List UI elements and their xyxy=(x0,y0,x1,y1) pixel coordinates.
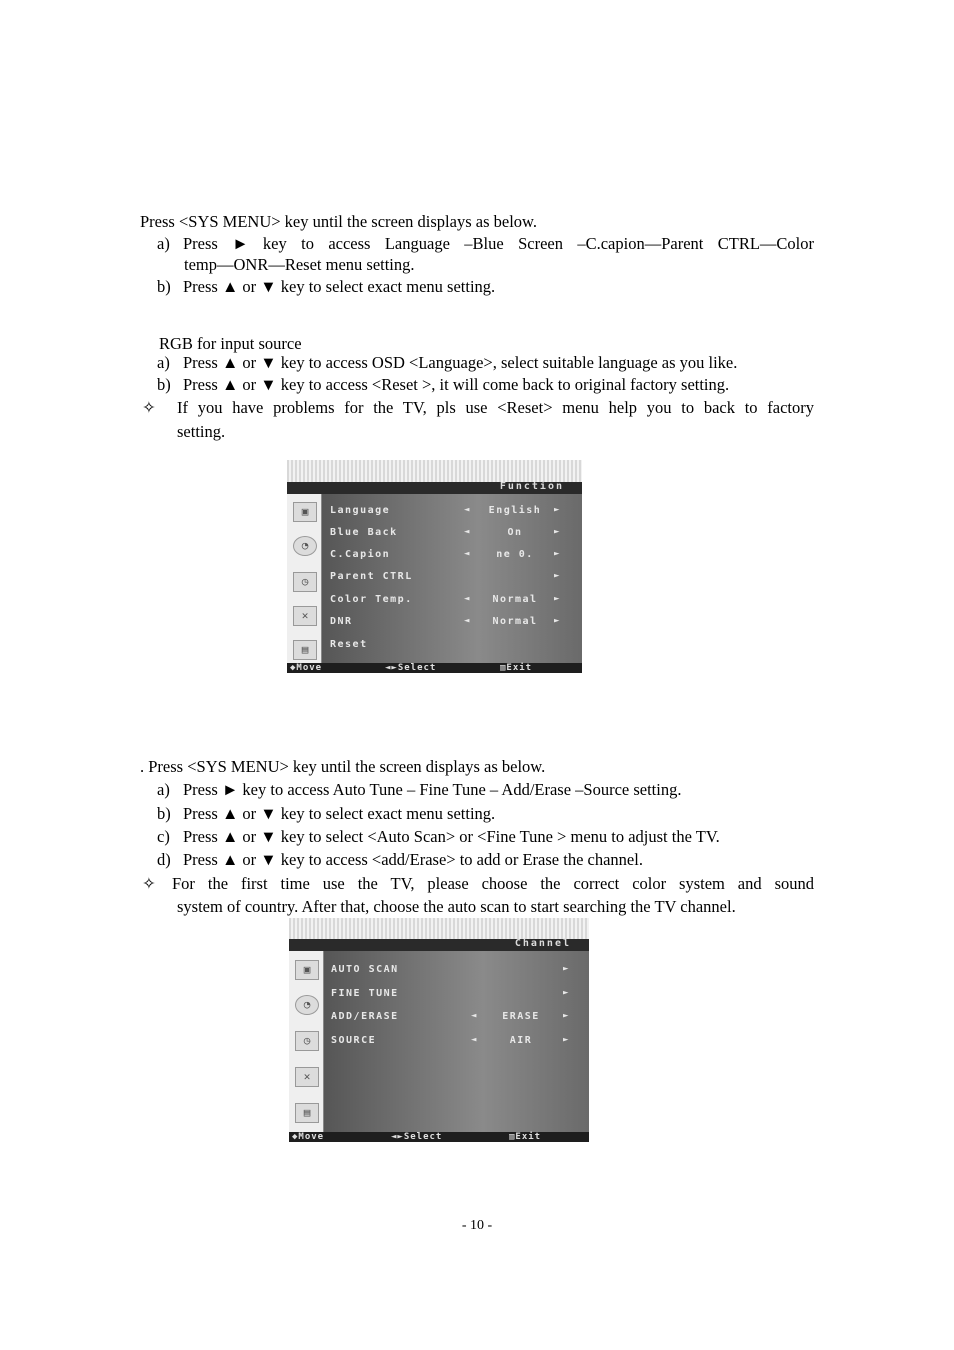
row-name: AUTO SCAN xyxy=(331,964,399,975)
row-name: C.Capion xyxy=(330,549,391,560)
left-arrow-icon: ◄ xyxy=(464,527,471,537)
row-value: On xyxy=(507,527,523,538)
channel-icon: ▤ xyxy=(295,1103,319,1123)
section2-item-a xyxy=(157,352,737,373)
osd-row-add-erase[interactable] xyxy=(331,1011,579,1027)
osd-row-parent-ctrl[interactable] xyxy=(330,571,572,587)
row-value: ERASE xyxy=(502,1011,540,1022)
section3-intro: . Press <SYS MENU> key until the screen displays as below. xyxy=(140,757,546,776)
row-name: SOURCE xyxy=(331,1035,377,1046)
row-name: Color Temp. xyxy=(330,594,413,605)
osd-channel-screenshot xyxy=(289,918,589,1142)
left-arrow-icon: ◄ xyxy=(471,1011,478,1021)
item-text: Press ► key to access Language –Blue Screen –C.capion—Parent CTRL—Color xyxy=(183,234,814,253)
osd-row-c-capion[interactable] xyxy=(330,549,572,565)
footer-move: ◆Move xyxy=(292,1132,325,1142)
osd-icon-column xyxy=(289,951,324,1132)
row-value: AIR xyxy=(509,1035,533,1046)
footer-exit: ▥Exit xyxy=(509,1132,542,1142)
osd-footer xyxy=(287,663,582,673)
footer-select: ◄►Select xyxy=(385,663,437,673)
right-arrow-icon: ► xyxy=(554,616,561,626)
section3-item-c xyxy=(157,826,720,847)
right-arrow-icon: ► xyxy=(563,964,570,974)
item-text: Press ▲ or ▼ key to access OSD <Language>, select suitable language as you like. xyxy=(183,353,738,372)
page-number: - 10 - xyxy=(461,1218,493,1233)
section1-intro: Press <SYS MENU> key until the screen displays as below. xyxy=(140,212,537,231)
item-label: b) xyxy=(157,277,171,296)
osd-function-screenshot xyxy=(287,460,582,673)
osd-title: Channel xyxy=(514,938,571,949)
section2-note xyxy=(142,397,814,418)
item-label: a) xyxy=(157,353,170,372)
setup-icon: ✕ xyxy=(295,1067,319,1087)
item-label: b) xyxy=(157,375,171,394)
left-arrow-icon: ◄ xyxy=(464,505,471,515)
channel-icon: ▤ xyxy=(293,640,317,660)
item-label: c) xyxy=(157,827,170,846)
screen-top-strip xyxy=(287,460,582,482)
footer-move: ◆Move xyxy=(290,663,323,673)
row-value: Normal xyxy=(492,616,538,627)
row-name: Blue Back xyxy=(330,527,398,538)
item-label: a) xyxy=(157,234,170,253)
row-name: FINE TUNE xyxy=(331,988,399,999)
right-arrow-icon: ► xyxy=(563,1011,570,1021)
diamond-bullet-icon: ✧ xyxy=(142,398,156,417)
row-name: Parent CTRL xyxy=(330,571,413,582)
section1-item-a-cont: temp—ONR—Reset menu setting. xyxy=(184,255,415,274)
picture-icon: ▣ xyxy=(295,960,319,980)
right-arrow-icon: ► xyxy=(554,549,561,559)
diamond-bullet-icon: ✧ xyxy=(142,874,156,893)
section2-intro: RGB for input source xyxy=(159,334,302,353)
osd-row-color-temp[interactable] xyxy=(330,594,572,610)
left-arrow-icon: ◄ xyxy=(464,549,471,559)
osd-row-auto-scan[interactable] xyxy=(331,964,579,980)
section3-note xyxy=(142,873,814,894)
osd-title: Function xyxy=(499,481,564,492)
right-arrow-icon: ► xyxy=(554,527,561,537)
sound-icon: ◔ xyxy=(293,536,317,556)
picture-icon: ▣ xyxy=(293,502,317,522)
screen-top-strip xyxy=(289,918,589,939)
row-value: English xyxy=(488,505,542,516)
section1-item-b xyxy=(157,276,495,297)
item-label: d) xyxy=(157,850,171,869)
osd-row-blue-back[interactable] xyxy=(330,527,572,543)
item-text: Press ▲ or ▼ key to access <add/Erase> to add or Erase the channel. xyxy=(183,850,643,869)
footer-select: ◄►Select xyxy=(391,1132,443,1142)
sound-icon: ◔ xyxy=(295,995,319,1015)
timer-icon: ◷ xyxy=(295,1031,319,1051)
row-name: Language xyxy=(330,505,391,516)
item-text: Press ▲ or ▼ key to access <Reset >, it will come back to original factory setting. xyxy=(183,375,730,394)
osd-body xyxy=(324,951,589,1132)
osd-icon-column xyxy=(287,494,322,663)
section1-item-a xyxy=(157,233,814,254)
left-arrow-icon: ◄ xyxy=(464,594,471,604)
osd-row-language[interactable] xyxy=(330,505,572,521)
left-arrow-icon: ◄ xyxy=(464,616,471,626)
item-text: Press ▲ or ▼ key to select exact menu setting. xyxy=(183,277,496,296)
item-text: Press ► key to access Auto Tune – Fine Tune – Add/Erase –Source setting. xyxy=(183,780,682,799)
row-name: Reset xyxy=(330,639,368,650)
osd-row-dnr[interactable] xyxy=(330,616,572,632)
section3-note-cont: system of country. After that, choose the auto scan to start searching the TV channel. xyxy=(177,897,736,916)
row-value: Normal xyxy=(492,594,538,605)
setup-icon: ✕ xyxy=(293,606,317,626)
footer-exit: ▥Exit xyxy=(500,663,533,673)
section3-item-d xyxy=(157,849,643,870)
item-text: Press ▲ or ▼ key to select <Auto Scan> or <Fine Tune > menu to adjust the TV. xyxy=(183,827,720,846)
item-label: a) xyxy=(157,780,170,799)
osd-row-source[interactable] xyxy=(331,1035,579,1051)
right-arrow-icon: ► xyxy=(563,988,570,998)
right-arrow-icon: ► xyxy=(554,571,561,581)
osd-row-reset[interactable] xyxy=(330,639,572,655)
item-label: b) xyxy=(157,804,171,823)
section2-item-b xyxy=(157,374,729,395)
item-text: Press ▲ or ▼ key to select exact menu setting. xyxy=(183,804,496,823)
row-name: DNR xyxy=(330,616,353,627)
note-text: If you have problems for the TV, pls use <Reset> menu help you to back to factory xyxy=(177,398,814,417)
osd-footer xyxy=(289,1132,589,1142)
osd-title-bar xyxy=(289,939,589,951)
osd-title-bar xyxy=(287,482,582,494)
right-arrow-icon: ► xyxy=(554,505,561,515)
row-value: ne 0. xyxy=(496,549,534,560)
section2-note-cont: setting. xyxy=(177,422,226,441)
row-name: ADD/ERASE xyxy=(331,1011,399,1022)
osd-body xyxy=(322,494,582,663)
timer-icon: ◷ xyxy=(293,572,317,592)
note-text: For the first time use the TV, please choose the correct color system and sound xyxy=(172,874,814,893)
osd-row-fine-tune[interactable] xyxy=(331,988,579,1004)
section3-item-a xyxy=(157,779,681,800)
left-arrow-icon: ◄ xyxy=(471,1035,478,1045)
right-arrow-icon: ► xyxy=(563,1035,570,1045)
right-arrow-icon: ► xyxy=(554,594,561,604)
section3-item-b xyxy=(157,803,495,824)
